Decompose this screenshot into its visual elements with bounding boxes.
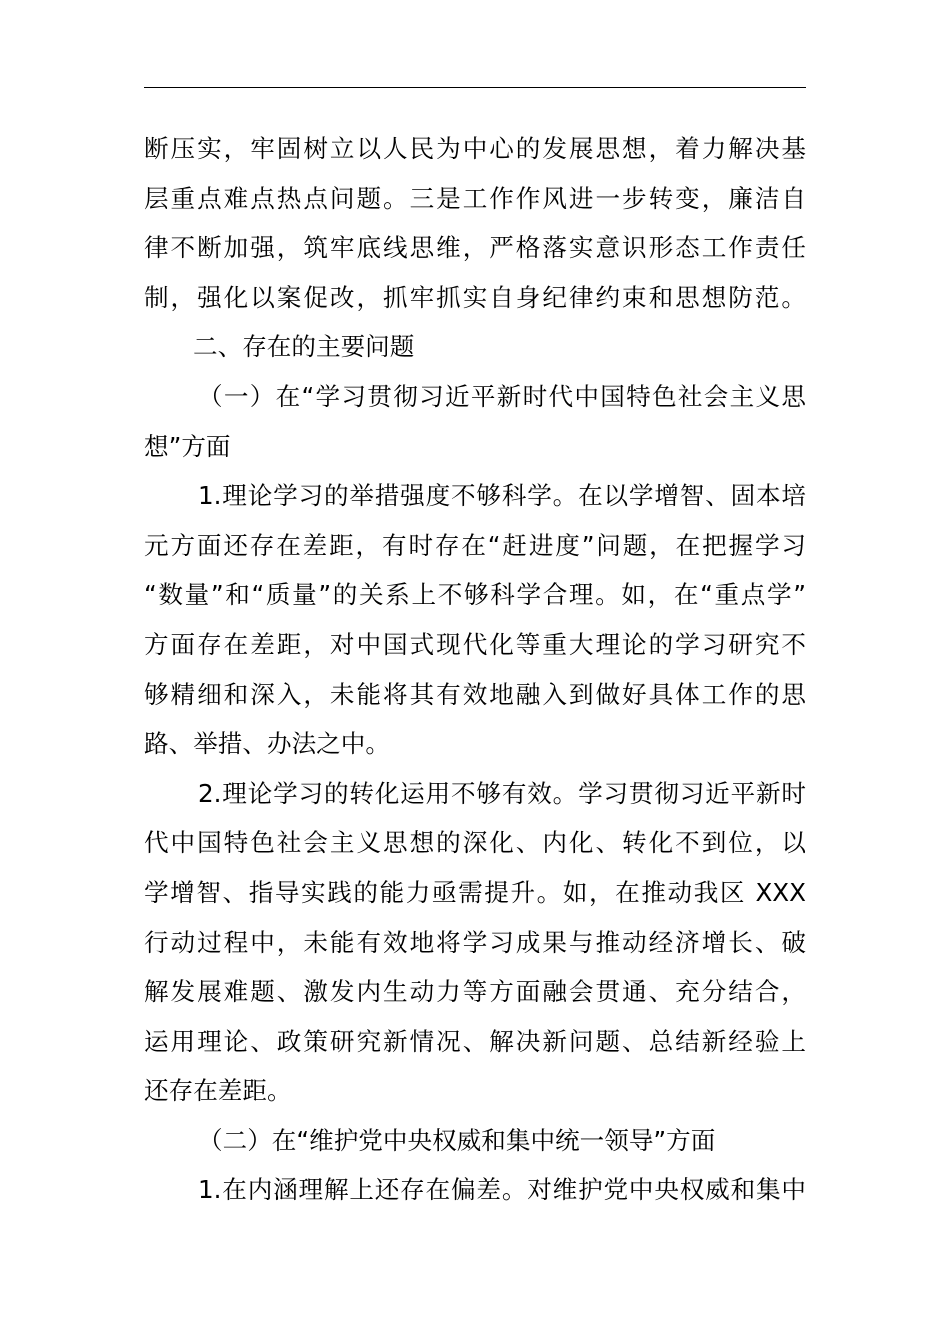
body-line: 1.理论学习的举措强度不够科学。在以学增智、固本培	[198, 481, 806, 511]
body-line: 代中国特色社会主义思想的深化、内化、转化不到位，以	[144, 828, 806, 858]
subsection-heading-continued: 想”方面	[144, 431, 231, 461]
section-heading: 二、存在的主要问题	[193, 332, 415, 362]
body-line: 解发展难题、激发内生动力等方面融会贯通、充分结合，	[144, 977, 806, 1007]
subsection-heading: （二）在“维护党中央权威和集中统一领导”方面	[198, 1125, 716, 1155]
body-line: 元方面还存在差距，有时存在“赶进度”问题，在把握学习	[144, 530, 806, 560]
body-line: 方面存在差距，对中国式现代化等重大理论的学习研究不	[144, 629, 806, 659]
body-line: 1.在内涵理解上还存在偏差。对维护党中央权威和集中	[198, 1175, 806, 1205]
body-line: 2.理论学习的转化运用不够有效。学习贯彻习近平新时	[198, 778, 806, 808]
body-line: 制，强化以案促改，抓牢抓实自身纪律约束和思想防范。	[144, 282, 806, 312]
body-line: 学增智、指导实践的能力亟需提升。如，在推动我区 XXX	[144, 877, 806, 907]
subsection-heading: （一）在“学习贯彻习近平新时代中国特色社会主义思	[198, 381, 806, 411]
body-line: 层重点难点热点问题。三是工作作风进一步转变，廉洁自	[144, 183, 806, 213]
body-line: 行动过程中，未能有效地将学习成果与推动经济增长、破	[144, 927, 806, 957]
body-line: “数量”和“质量”的关系上不够科学合理。如，在“重点学”	[144, 580, 806, 610]
body-line: 够精细和深入，未能将其有效地融入到做好具体工作的思	[144, 679, 806, 709]
body-line: 路、举措、办法之中。	[144, 729, 390, 759]
body-line: 运用理论、政策研究新情况、解决新问题、总结新经验上	[144, 1026, 806, 1056]
header-rule	[144, 87, 806, 88]
body-line: 断压实，牢固树立以人民为中心的发展思想，着力解决基	[144, 134, 806, 163]
document-body	[144, 124, 806, 1215]
body-line: 律不断加强，筑牢底线思维，严格落实意识形态工作责任	[144, 233, 806, 263]
body-line: 还存在差距。	[144, 1076, 292, 1106]
